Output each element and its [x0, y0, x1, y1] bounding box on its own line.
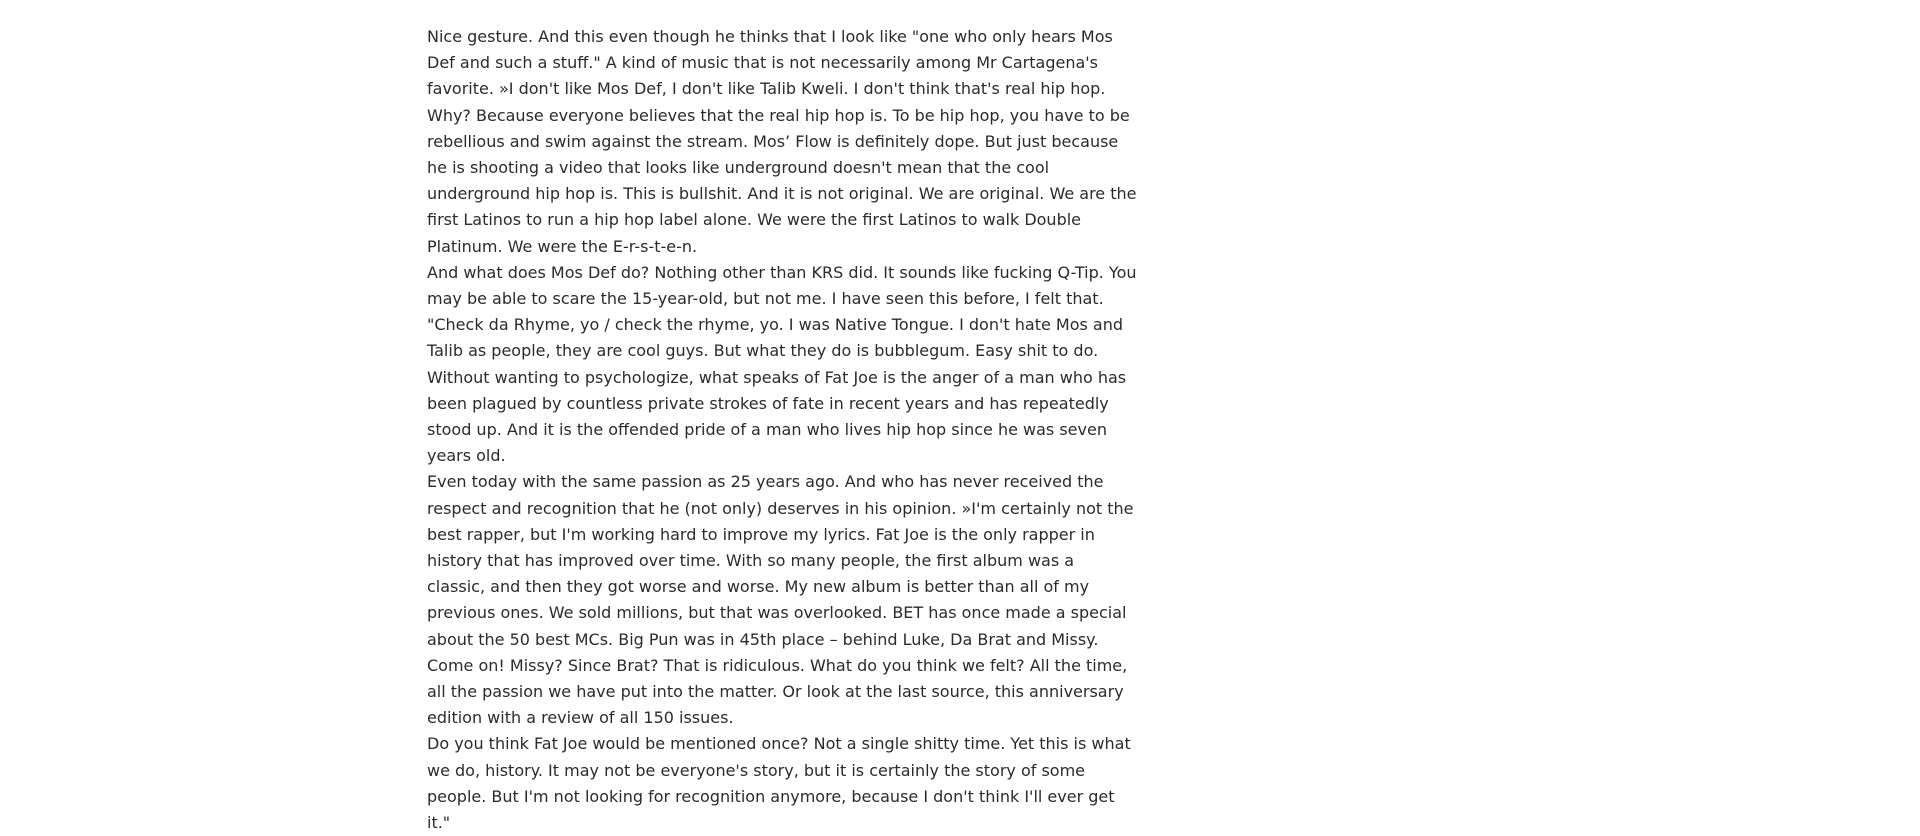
article-body [427, 24, 1137, 836]
article-paragraph: Nice gesture. And this even though he thinks that I look like "one who only hears Mos Def and such a stuff." A kind of music that is not necessarily among Mr Cartagena's favorite. »I don't like Mos Def, I don't like Talib Kweli. I don't think that's real hip hop. Why? Because everyone believes that the real hip hop is. To be hip hop, you have to be rebellious and swim against the stream. Mos’ Flow is definitely dope. But just because he is shooting a video that looks like underground doesn't mean that the cool underground hip hop is. This is bullshit. And it is not original. We are original. We are the first Latinos to run a hip hop label alone. We were the first Latinos to walk Double Platinum. We were the E-r-s-t-e-n. And what does Mos Def do? Nothing other than KRS did. It sounds like fucking Q-Tip. You may be able to scare the 15-year-old, but not me. I have seen this before, I felt that. "Check da Rhyme, yo / check the rhyme, yo. I was Native Tongue. I don't hate Mos and Talib as people, they are cool guys. But what they do is bubblegum. Easy shit to do. Without wanting to psychologize, what speaks of Fat Joe is the anger of a man who has been plagued by countless private strokes of fate in recent years and has repeatedly stood up. And it is the offended pride of a man who lives hip hop since he was seven years old. Even today with the same passion as 25 years ago. And who has never received the respect and recognition that he (not only) deserves in his opinion. »I'm certainly not the best rapper, but I'm working hard to improve my lyrics. Fat Joe is the only rapper in history that has improved over time. With so many people, the first album was a classic, and then they got worse and worse. My new album is better than all of my previous ones. We sold millions, but that was overlooked. BET has once made a special about the 50 best MCs. Big Pun was in 45th place – behind Luke, Da Brat and Missy. Come on! Missy? Since Brat? That is ridiculous. What do you think we felt? All the time, all the passion we have put into the matter. Or look at the last source, this anniversary edition with a review of all 150 issues. Do you think Fat Joe would be mentioned once? Not a single shitty time. Yet this is what we do, history. It may not be everyone's story, but it is certainly the story of some people. But I'm not looking for recognition anymore, because I don't think I'll ever get it." [427, 27, 1137, 833]
